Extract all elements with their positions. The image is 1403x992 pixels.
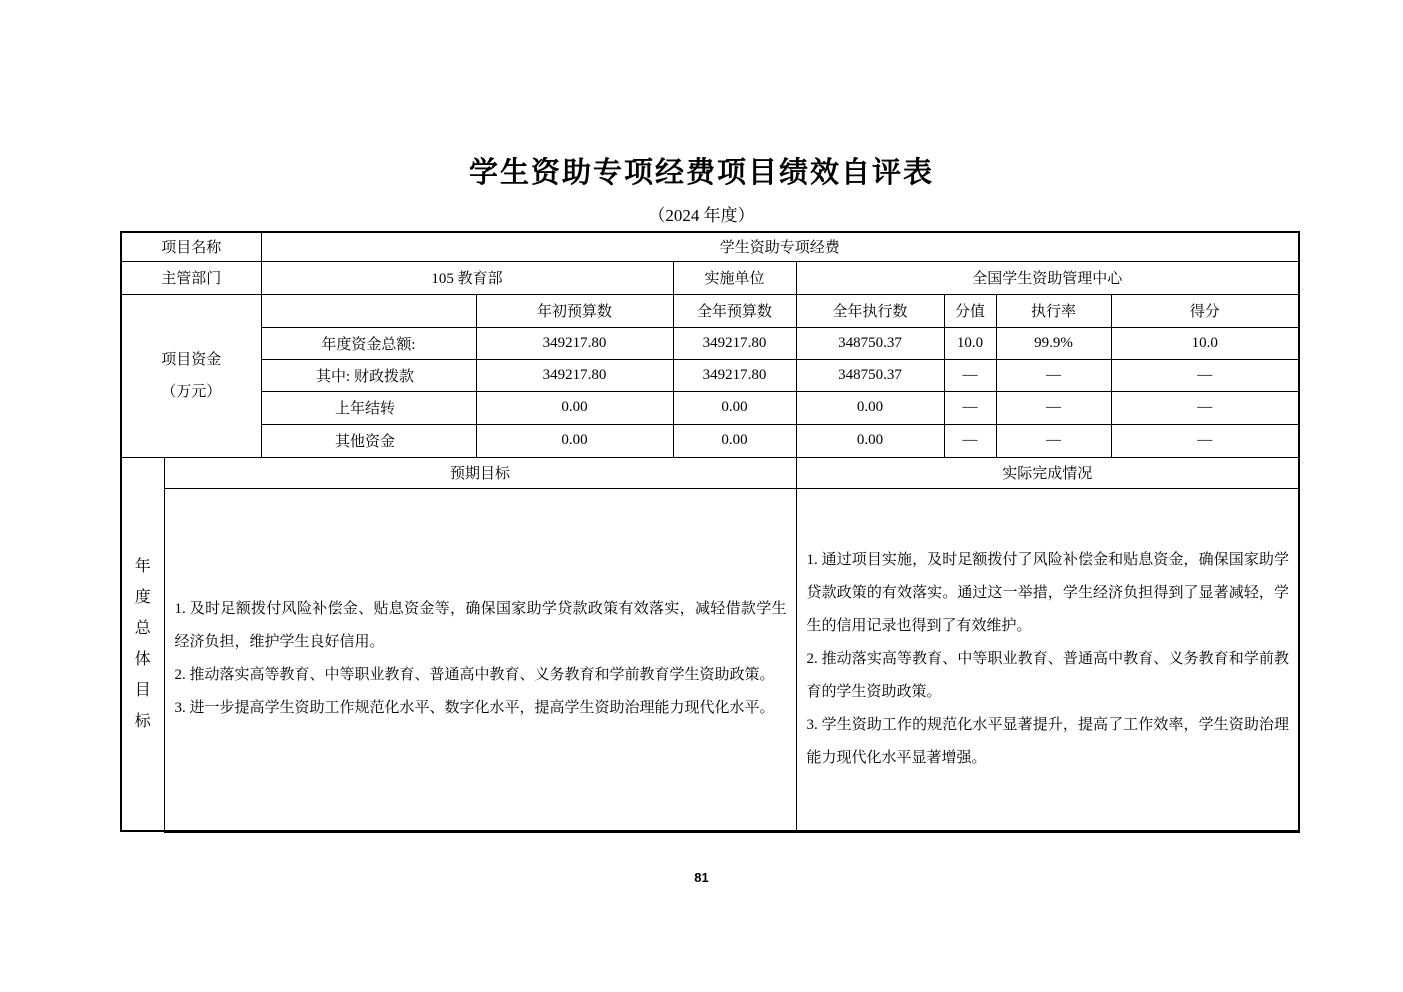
funds-other-score: — xyxy=(1111,424,1299,457)
funds-group-label xyxy=(121,294,261,457)
self-evaluation-table xyxy=(120,231,1300,833)
funds-other-execution: 0.00 xyxy=(796,424,944,457)
document-title: 学生资助专项经费项目绩效自评表 xyxy=(468,157,934,189)
funds-total-annual: 349217.80 xyxy=(673,327,796,359)
funds-fiscal-execution: 348750.37 xyxy=(796,359,944,391)
funds-carryover-annual: 0.00 xyxy=(673,391,796,424)
project-name-label: 项目名称 xyxy=(121,232,261,261)
funds-header-blank xyxy=(261,294,476,327)
row-department xyxy=(121,261,1299,294)
side-label-char: 标 xyxy=(134,712,151,730)
funds-fiscal-label: 其中: 财政拨款 xyxy=(261,359,476,391)
actual-completion-item-2: 2. 推动落实高等教育、中等职业教育、普通高中教育、义务教育和学前教育的学生资助政策。 xyxy=(806,650,1290,700)
side-label-char: 年 xyxy=(134,557,151,575)
actual-completion-item-3: 3. 学生资助工作的规范化水平显著提升，提高了工作效率，学生资助治理能力现代化水平显著增强。 xyxy=(806,716,1290,766)
side-label-char: 总 xyxy=(134,619,151,637)
funds-other-annual: 0.00 xyxy=(673,424,796,457)
side-label-char: 体 xyxy=(134,650,151,668)
expected-goals-text xyxy=(164,488,796,831)
side-label-char: 目 xyxy=(134,681,151,699)
row-project-name xyxy=(121,232,1299,261)
row-funds-header xyxy=(121,294,1299,327)
col-header-score: 得分 xyxy=(1111,294,1299,327)
funds-row-fiscal xyxy=(121,359,1299,391)
implementing-unit-label: 实施单位 xyxy=(673,261,796,294)
funds-group-label-line2: （万元） xyxy=(161,383,222,400)
project-name-value: 学生资助专项经费 xyxy=(261,232,1299,261)
funds-other-rate: — xyxy=(996,424,1111,457)
expected-goals-header: 预期目标 xyxy=(164,457,796,488)
funds-total-weight: 10.0 xyxy=(944,327,996,359)
expected-goal-item-3: 3. 进一步提高学生资助工作规范化水平、数字化水平，提高学生资助治理能力现代化水平。 xyxy=(174,700,775,716)
funds-row-carryover xyxy=(121,391,1299,424)
expected-goal-item-2: 2. 推动落实高等教育、中等职业教育、普通高中教育、义务教育和学前教育学生资助政策。 xyxy=(174,667,775,683)
actual-completion-text xyxy=(796,488,1299,831)
funds-other-weight: — xyxy=(944,424,996,457)
funds-carryover-execution: 0.00 xyxy=(796,391,944,424)
funds-total-initial: 349217.80 xyxy=(476,327,673,359)
expected-goal-item-1: 1. 及时足额拨付风险补偿金、贴息资金等，确保国家助学贷款政策有效落实，减轻借款学生经济负担，维护学生良好信用。 xyxy=(174,601,787,650)
funds-total-execution: 348750.37 xyxy=(796,327,944,359)
document-subtitle: （2024 年度） xyxy=(648,206,755,225)
funds-carryover-score: — xyxy=(1111,391,1299,424)
actual-completion-item-1: 1. 通过项目实施，及时足额拨付了风险补偿金和贴息资金，确保国家助学贷款政策的有效落实。通过这一举措，学生经济负担得到了显著减轻，学生的信用记录也得到了有效维护。 xyxy=(806,551,1290,634)
funds-fiscal-weight: — xyxy=(944,359,996,391)
row-goals-content xyxy=(121,488,1299,831)
funds-fiscal-score: — xyxy=(1111,359,1299,391)
funds-total-rate: 99.9% xyxy=(996,327,1111,359)
funds-carryover-label: 上年结转 xyxy=(261,391,476,424)
row-goals-header xyxy=(121,457,1299,488)
col-header-annual-budget: 全年预算数 xyxy=(673,294,796,327)
col-header-weight: 分值 xyxy=(944,294,996,327)
annual-goals-side-label xyxy=(121,457,164,831)
col-header-execution-rate: 执行率 xyxy=(996,294,1111,327)
funds-row-other xyxy=(121,424,1299,457)
funds-fiscal-annual: 349217.80 xyxy=(673,359,796,391)
page-number: 81 xyxy=(694,870,709,885)
funds-other-label: 其他资金 xyxy=(261,424,476,457)
department-label: 主管部门 xyxy=(121,261,261,294)
col-header-initial-budget: 年初预算数 xyxy=(476,294,673,327)
col-header-annual-execution: 全年执行数 xyxy=(796,294,944,327)
actual-completion-header: 实际完成情况 xyxy=(796,457,1299,488)
funds-group-label-line1: 项目资金 xyxy=(161,351,222,368)
funds-fiscal-initial: 349217.80 xyxy=(476,359,673,391)
implementing-unit-value: 全国学生资助管理中心 xyxy=(796,261,1299,294)
funds-fiscal-rate: — xyxy=(996,359,1111,391)
department-value: 105 教育部 xyxy=(261,261,673,294)
funds-carryover-initial: 0.00 xyxy=(476,391,673,424)
funds-row-total xyxy=(121,327,1299,359)
funds-other-initial: 0.00 xyxy=(476,424,673,457)
funds-carryover-rate: — xyxy=(996,391,1111,424)
side-label-char: 度 xyxy=(134,588,151,606)
funds-total-score: 10.0 xyxy=(1111,327,1299,359)
funds-total-label: 年度资金总额: xyxy=(261,327,476,359)
funds-carryover-weight: — xyxy=(944,391,996,424)
